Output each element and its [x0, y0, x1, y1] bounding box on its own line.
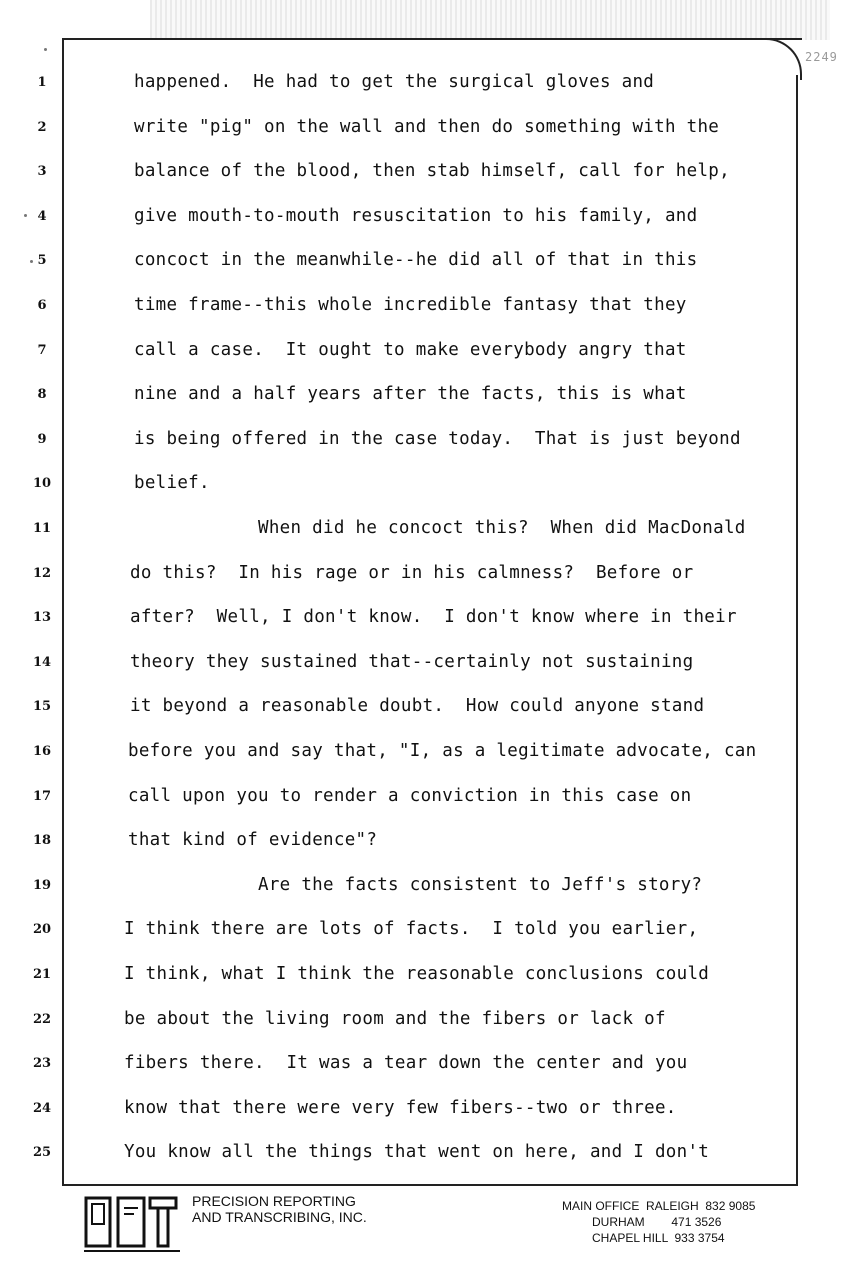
line-number: 24 — [32, 1100, 52, 1116]
transcript-line: after? Well, I don't know. I don't know where in their — [130, 607, 737, 628]
line-number: 15 — [32, 699, 52, 715]
transcript-line: fibers there. It was a tear down the center and you — [124, 1053, 688, 1074]
office-label: CHAPEL HILL — [592, 1231, 668, 1245]
office-chapel-hill — [562, 1230, 755, 1246]
transcript-line: concoct in the meanwhile--he did all of that in this — [134, 250, 698, 271]
company-name — [192, 1193, 367, 1225]
transcript-line: do this? In his rage or in his calmness? Before or — [130, 562, 694, 583]
line-number: 22 — [32, 1011, 52, 1027]
line-number: 23 — [32, 1056, 52, 1072]
line-number: 6 — [37, 298, 47, 313]
transcript-line: is being offered in the case today. That is just beyond — [134, 428, 741, 449]
transcript-line: I think there are lots of facts. I told you earlier, — [124, 919, 699, 940]
line-number: 21 — [32, 967, 52, 982]
line-number: 14 — [32, 654, 52, 670]
line-number: 10 — [32, 476, 52, 492]
transcript-line: call a case. It ought to make everybody angry that — [134, 339, 687, 360]
page-frame-top — [62, 38, 802, 40]
page-frame-right — [796, 75, 798, 1186]
line-number: 9 — [37, 431, 47, 447]
page-frame-bottom — [62, 1184, 798, 1186]
transcript-line: before you and say that, "I, as a legitimate advocate, can — [128, 741, 757, 761]
transcript-line: I think, what I think the reasonable conclusions could — [124, 964, 710, 984]
page-number: 2249 — [805, 50, 838, 64]
transcript-line: belief. — [134, 473, 210, 494]
transcript-line: Are the facts consistent to Jeff's story? — [258, 874, 703, 895]
transcript-line: know that there were very few fibers--two or three. — [124, 1097, 677, 1118]
transcript-line: nine and a half years after the facts, this is what — [134, 384, 687, 405]
office-list — [562, 1198, 755, 1246]
line-number: 19 — [32, 877, 52, 893]
company-name-line1: PRECISION REPORTING — [192, 1193, 356, 1209]
line-number: 5 — [37, 253, 47, 269]
transcript-line: happened. He had to get the surgical gloves and — [134, 72, 655, 92]
line-number: 4 — [37, 208, 47, 224]
transcript-line: You know all the things that went on here, and I don't — [124, 1142, 710, 1163]
page-frame-left — [62, 38, 64, 1186]
transcript-line: balance of the blood, then stab himself, call for help, — [134, 161, 730, 182]
line-number: 12 — [32, 565, 52, 581]
line-number: 3 — [37, 164, 47, 180]
line-number: 7 — [37, 342, 47, 358]
transcript-line: When did he concoct this? When did MacDonald — [258, 518, 746, 538]
line-number: 1 — [37, 75, 47, 90]
line-number: 8 — [37, 387, 47, 403]
company-name-line2: AND TRANSCRIBING, INC. — [192, 1209, 367, 1225]
office-main — [562, 1198, 755, 1214]
line-number: 11 — [32, 521, 52, 536]
line-number: 17 — [32, 788, 52, 804]
office-label: MAIN OFFICE RALEIGH — [562, 1199, 699, 1213]
company-logo — [84, 1194, 180, 1254]
page-frame-corner — [760, 38, 802, 80]
line-number: 2 — [37, 119, 47, 135]
office-phone: 832 9085 — [705, 1199, 756, 1213]
line-number: 20 — [32, 922, 52, 938]
transcript-line: that kind of evidence"? — [128, 830, 378, 851]
transcript-line: call upon you to render a conviction in this case on — [128, 785, 692, 806]
transcript-line: time frame--this whole incredible fantasy that they — [134, 295, 687, 315]
line-number: 16 — [32, 744, 52, 759]
line-number: 25 — [32, 1145, 52, 1161]
transcript-line: be about the living room and the fibers or lack of — [124, 1008, 666, 1029]
scan-speck — [44, 48, 47, 51]
transcript-line: it beyond a reasonable doubt. How could anyone stand — [130, 696, 705, 717]
transcript-line: theory they sustained that--certainly not sustaining — [130, 651, 694, 672]
office-label: DURHAM — [592, 1215, 645, 1229]
office-durham — [562, 1214, 755, 1230]
scan-noise — [150, 0, 830, 40]
office-phone: 933 3754 — [674, 1231, 725, 1245]
transcript-line: write "pig" on the wall and then do something with the — [134, 116, 720, 137]
line-number: 18 — [32, 833, 52, 849]
transcript-line: give mouth-to-mouth resuscitation to his family, and — [134, 205, 698, 226]
office-phone: 471 3526 — [671, 1215, 722, 1229]
line-number: 13 — [32, 610, 52, 626]
